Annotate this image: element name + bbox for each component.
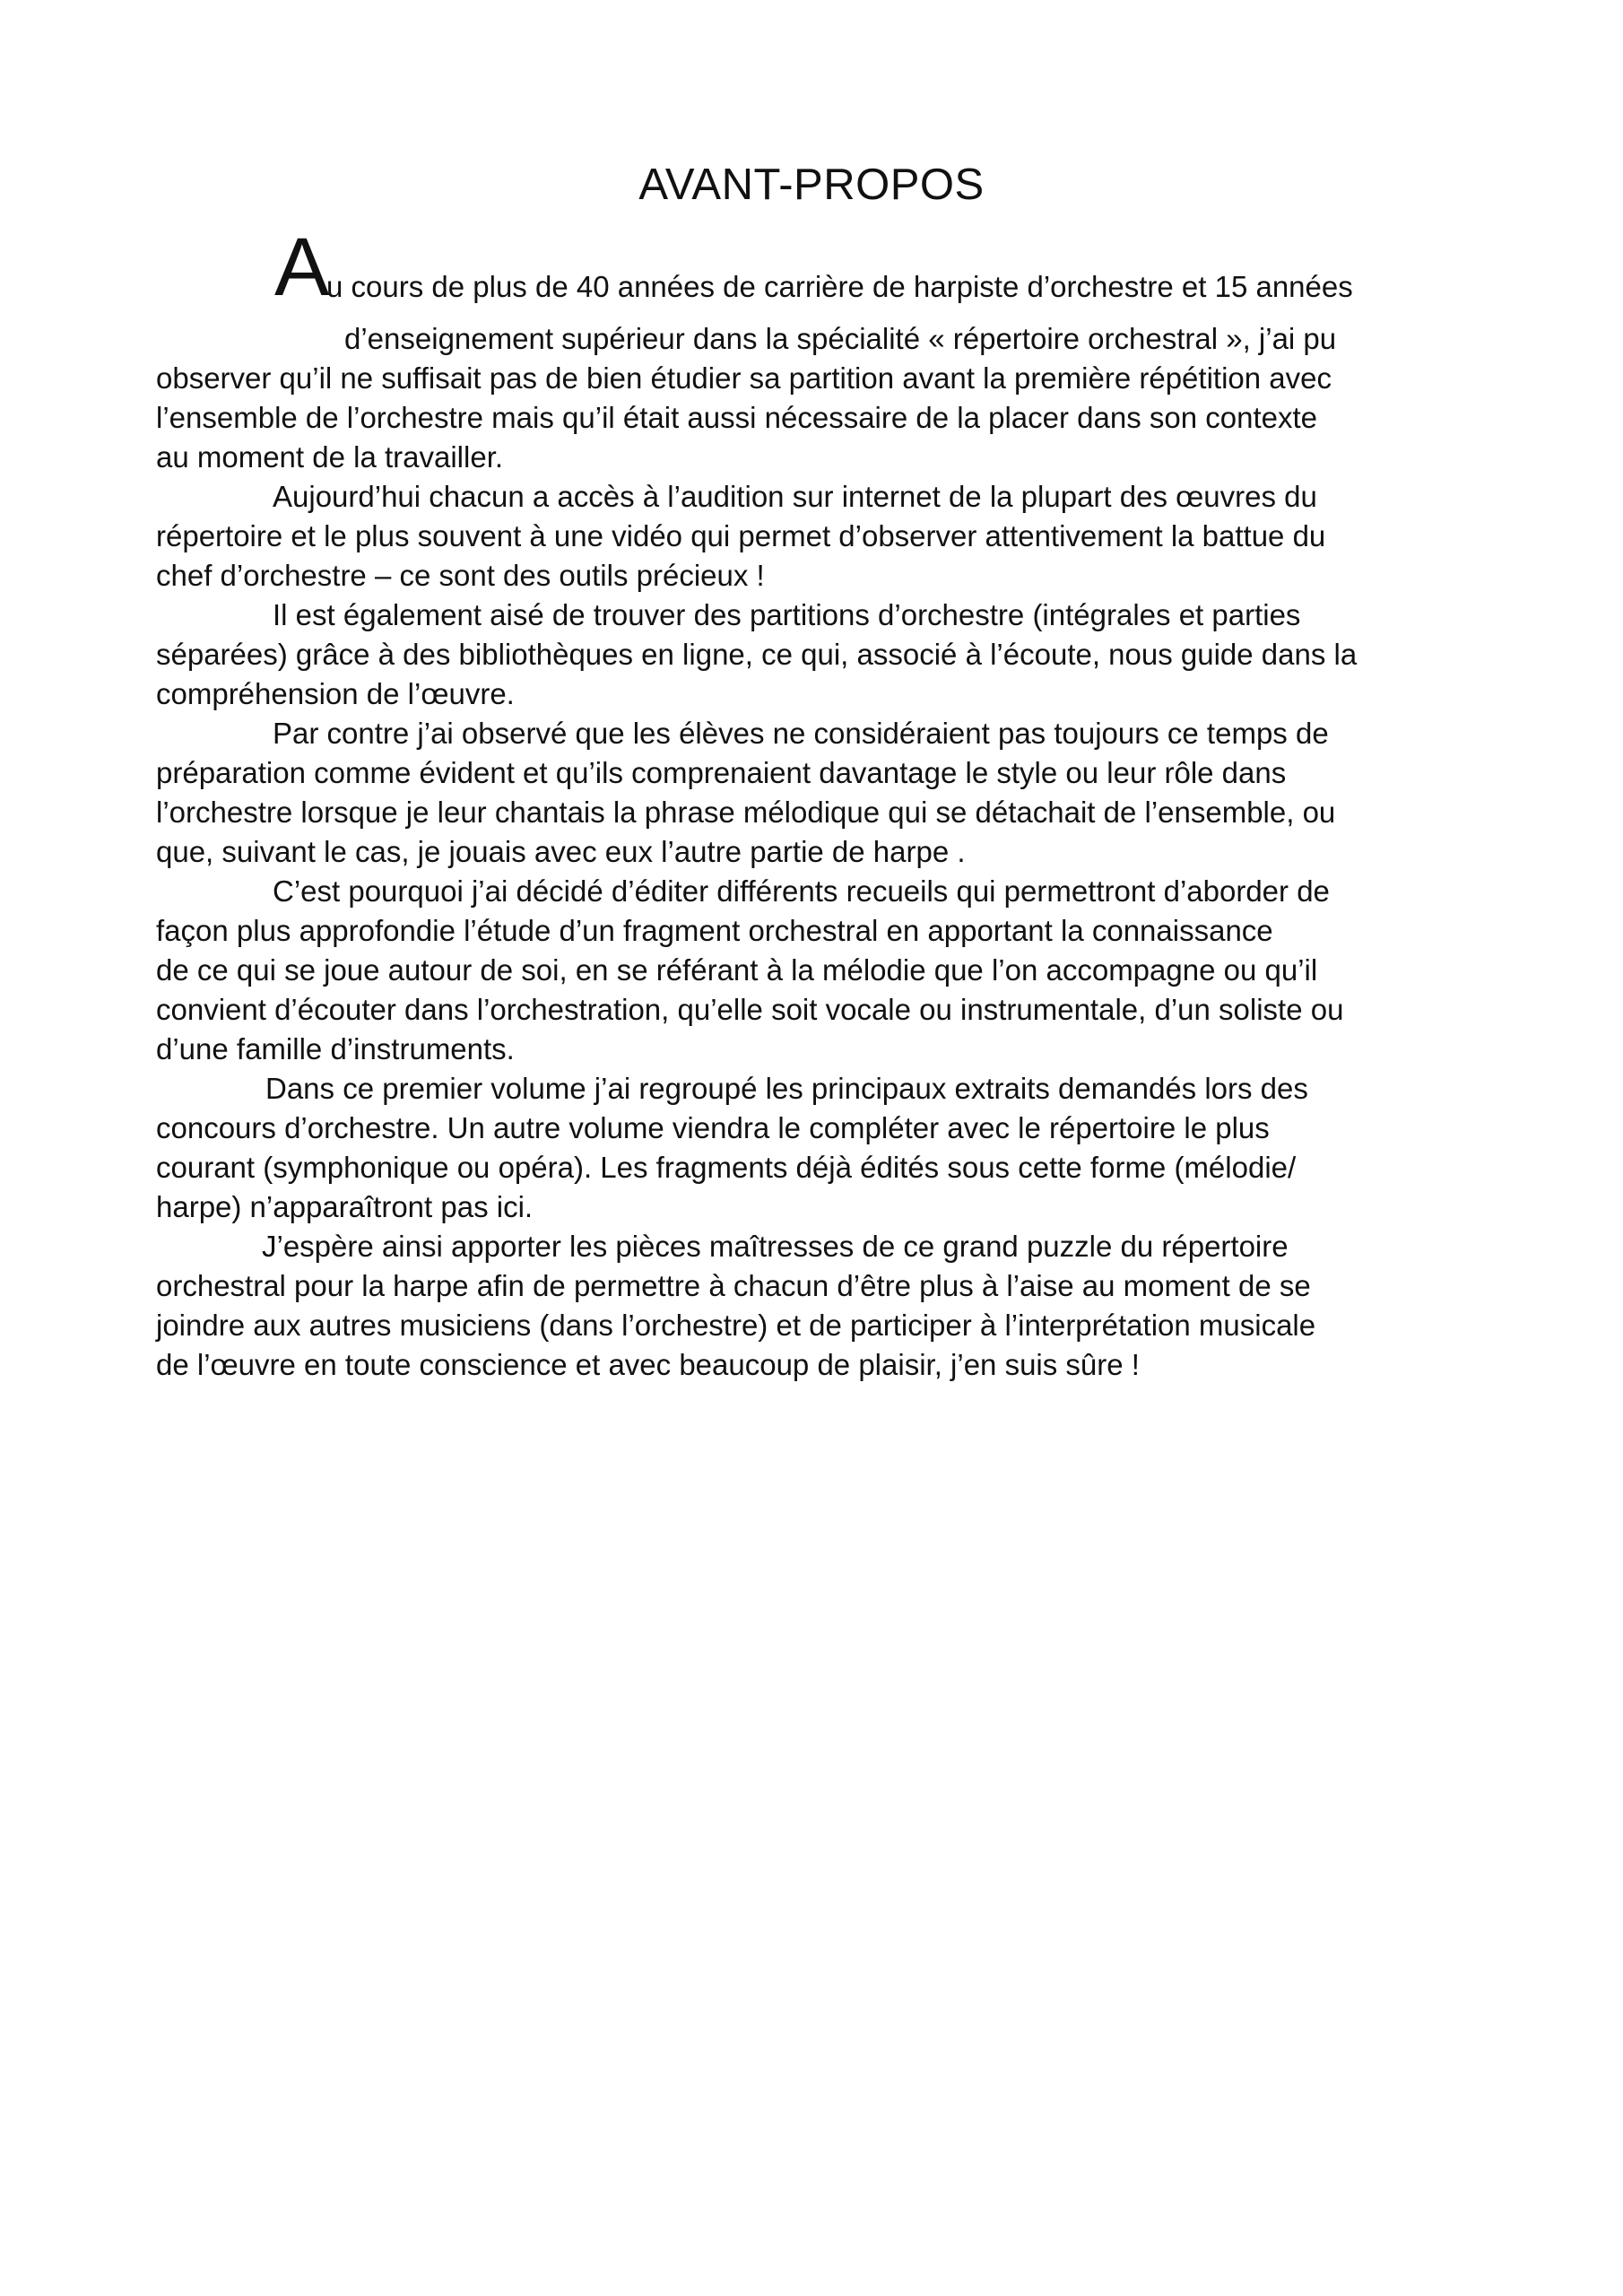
text-line: d’enseignement supérieur dans la spécialité « répertoire orchestral », j’ai pu: [344, 322, 1337, 355]
text-line: compréhension de l’œuvre.: [156, 677, 515, 710]
text-line: préparation comme évident et qu’ils comprenaient davantage le style ou leur rôle dans: [156, 756, 1287, 789]
text-line: répertoire et le plus souvent à une vidéo qui permet d’observer attentivement la battue du: [156, 519, 1326, 552]
text-line: de ce qui se joue autour de soi, en se référant à la mélodie que l’on accompagne ou qu’il: [156, 953, 1318, 987]
text-line: courant (symphonique ou opéra). Les fragments déjà édités sous cette forme (mélodie/: [156, 1151, 1297, 1184]
text-line: concours d’orchestre. Un autre volume viendra le compléter avec le répertoire le plus: [156, 1111, 1270, 1144]
text-line: l’ensemble de l’orchestre mais qu’il était aussi nécessaire de la placer dans son contexte: [156, 401, 1318, 434]
page-title: AVANT-PROPOS: [638, 161, 985, 209]
text-line: Aujourd’hui chacun a accès à l’audition sur internet de la plupart des œuvres du: [273, 480, 1317, 513]
text-line: d’une famille d’instruments.: [156, 1032, 515, 1065]
text-line: Dans ce premier volume j’ai regroupé les principaux extraits demandés lors des: [265, 1072, 1308, 1105]
text-line: de l’œuvre en toute conscience et avec beaucoup de plaisir, j’en suis sûre !: [156, 1348, 1140, 1381]
text-line: C’est pourquoi j’ai décidé d’éditer différents recueils qui permettront d’aborder de: [273, 874, 1330, 908]
text-line: Par contre j’ai observé que les élèves ne considéraient pas toujours ce temps de: [273, 717, 1329, 750]
text-line: orchestral pour la harpe afin de permettre à chacun d’être plus à l’aise au moment de se: [156, 1269, 1311, 1302]
text-line: l’orchestre lorsque je leur chantais la phrase mélodique qui se détachait de l’ensemble, ou: [156, 796, 1336, 829]
text-line: joindre aux autres musiciens (dans l’orchestre) et de participer à l’interprétation musicale: [156, 1309, 1316, 1342]
text-line: façon plus approfondie l’étude d’un fragment orchestral en apportant la connaissance: [156, 914, 1273, 947]
text-line: J’espère ainsi apporter les pièces maîtresses de ce grand puzzle du répertoire: [262, 1230, 1289, 1263]
text-line: chef d’orchestre – ce sont des outils précieux !: [156, 559, 765, 592]
text-line: Il est également aisé de trouver des partitions d’orchestre (intégrales et parties: [273, 598, 1301, 631]
text-line: convient d’écouter dans l’orchestration, qu’elle soit vocale ou instrumentale, d’un soliste ou: [156, 993, 1344, 1026]
text-line: que, suivant le cas, je jouais avec eux l’autre partie de harpe .: [156, 835, 966, 868]
text-line: u cours de plus de 40 années de carrière de harpiste d’orchestre et 15 années: [326, 270, 1353, 303]
text-line: observer qu’il ne suffisait pas de bien étudier sa partition avant la première répétition avec: [156, 361, 1332, 395]
text-line: harpe) n’apparaîtront pas ici.: [156, 1190, 534, 1223]
text-line: séparées) grâce à des bibliothèques en ligne, ce qui, associé à l’écoute, nous guide dans la: [156, 638, 1358, 671]
drop-cap: A: [274, 222, 330, 313]
text-line: au moment de la travailler.: [156, 440, 504, 474]
